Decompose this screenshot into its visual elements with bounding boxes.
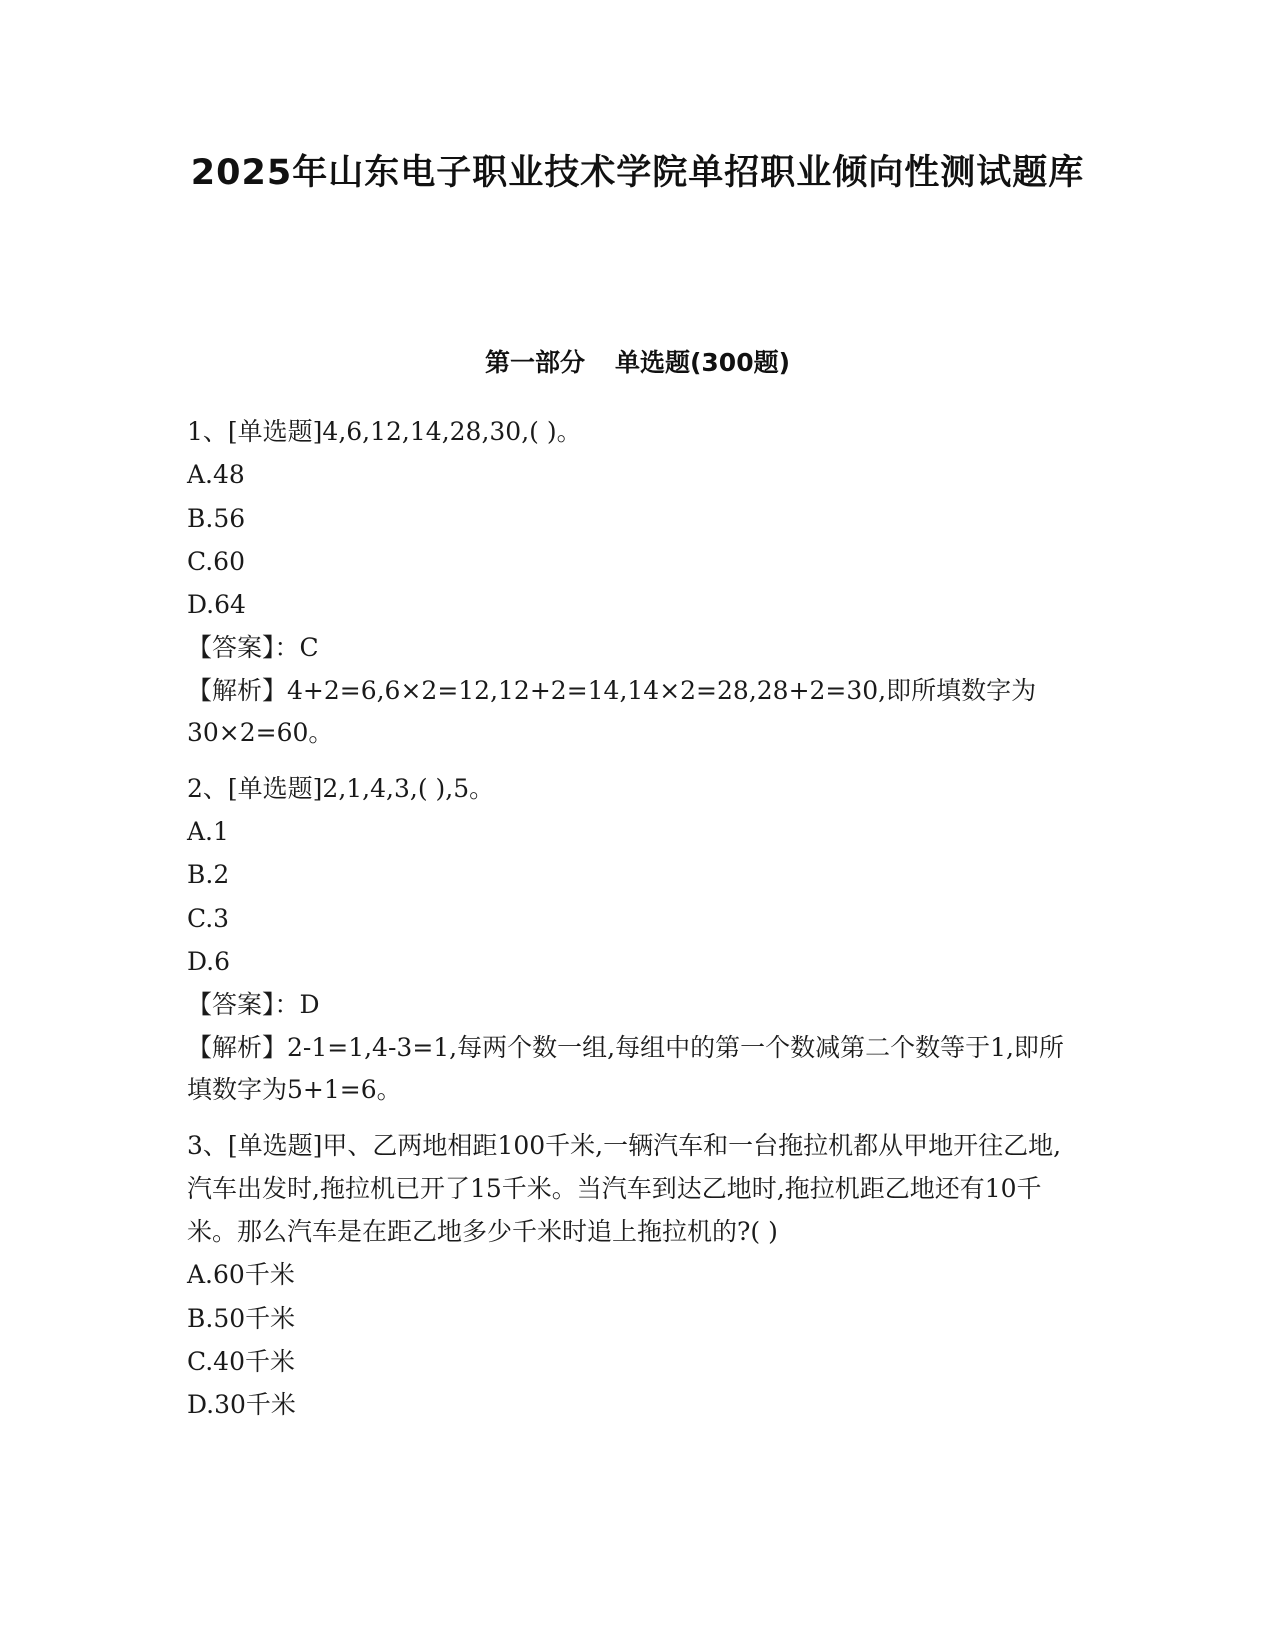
question-item [187, 1124, 1082, 1427]
option: B.50千米 [187, 1303, 296, 1333]
question-stem: 3、[单选题]甲、乙两地相距100千米,一辆汽车和一台拖拉机都从甲地开往乙地,汽车出发时,拖拉机已开了15千米。当汽车到达乙地时,拖拉机距乙地还有10千米。那么汽车是在距乙地多少千米时追上拖拉机的?( ) [187, 1130, 1062, 1247]
section-part: 第一部分 [484, 348, 585, 377]
section-heading [150, 346, 1125, 380]
option: C.40千米 [187, 1347, 295, 1377]
option: C.60 [187, 546, 245, 576]
question-item [187, 410, 1082, 754]
section-name: 单选题(300题) [614, 348, 791, 377]
answer: 【答案】：D [187, 990, 320, 1020]
explanation: 【解析】2-1=1,4-3=1,每两个数一组,每组中的第一个数减第二个数等于1,即所填数字为5+1=6。 [187, 1032, 1064, 1104]
question-stem: 2、[单选题]2,1,4,3,( ),5。 [187, 773, 495, 803]
answer: 【答案】：C [187, 633, 319, 663]
option: B.56 [187, 503, 246, 533]
option: D.64 [187, 590, 246, 620]
option: A.48 [187, 460, 245, 490]
question-list [187, 410, 1082, 1440]
option: C.3 [187, 903, 230, 933]
explanation: 【解析】4+2=6,6×2=12,12+2=14,14×2=28,28+2=30,即所填数字为30×2=60。 [187, 675, 1037, 747]
question-item [187, 767, 1082, 1111]
document-title: 2025年山东电子职业技术学院单招职业倾向性测试题库 [190, 153, 1085, 193]
option: D.30千米 [187, 1390, 296, 1420]
option: A.1 [187, 817, 229, 847]
option: B.2 [187, 860, 230, 890]
option: D.6 [187, 946, 231, 976]
question-stem: 1、[单选题]4,6,12,14,28,30,( )。 [187, 417, 582, 446]
option: A.60千米 [187, 1260, 295, 1290]
